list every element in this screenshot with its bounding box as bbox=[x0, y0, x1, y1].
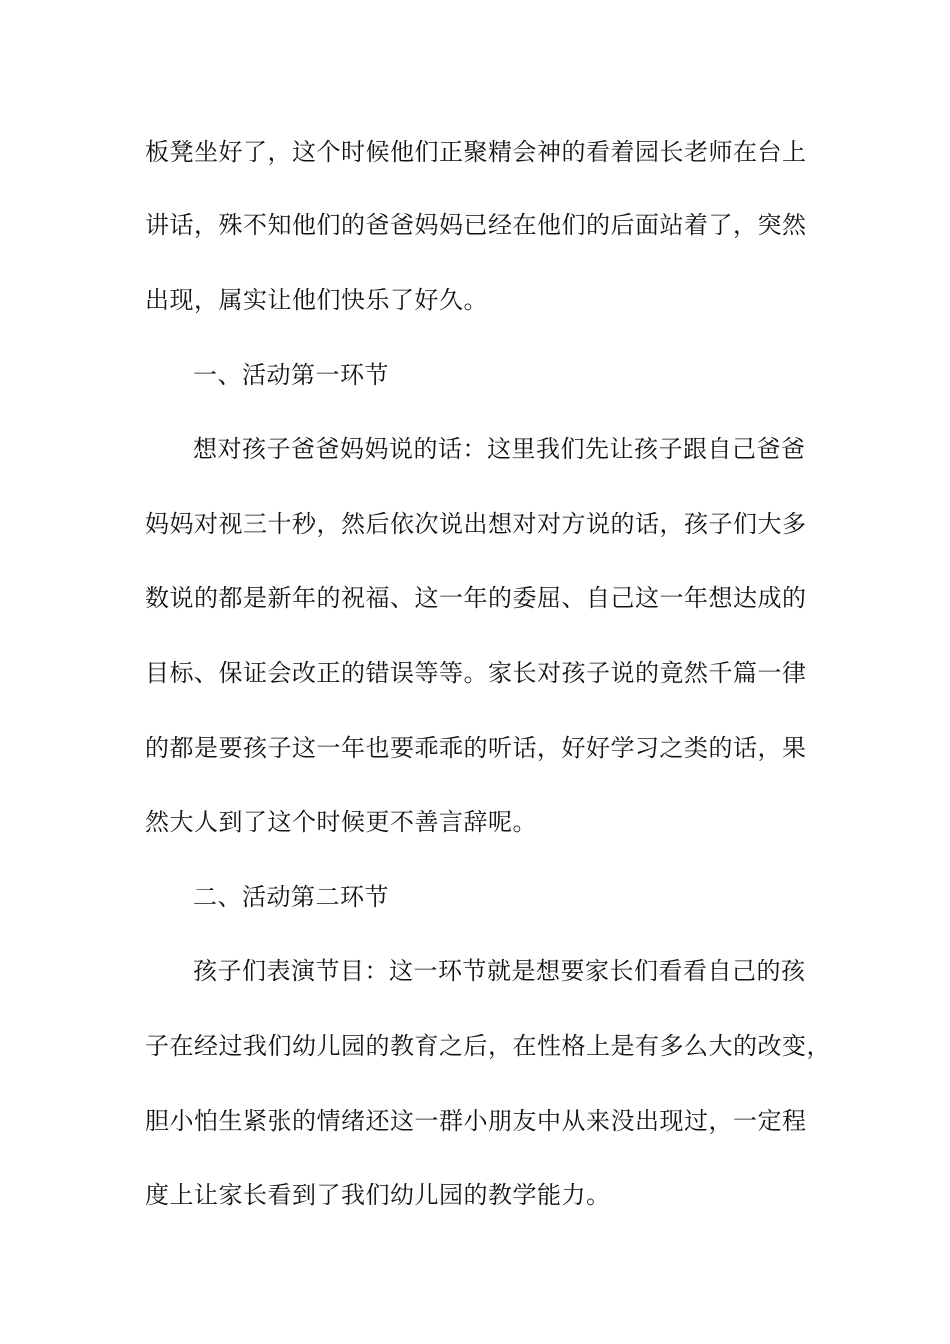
paragraph-line: 子在经过我们幼儿园的教育之后，在性格上是有多么大的改变， bbox=[145, 1032, 831, 1060]
paragraph-line: 板凳坐好了，这个时候他们正聚精会神的看着园长老师在台上 bbox=[145, 138, 807, 166]
paragraph-line: 孩子们表演节目：这一环节就是想要家长们看看自己的孩 bbox=[193, 957, 806, 985]
paragraph-line: 然大人到了这个时候更不善言辞呢。 bbox=[145, 808, 537, 836]
section-heading-2: 二、活动第二环节 bbox=[193, 883, 389, 911]
paragraph-line: 想对孩子爸爸妈妈说的话：这里我们先让孩子跟自己爸爸 bbox=[193, 435, 806, 463]
paragraph-line: 数说的都是新年的祝福、这一年的委屈、自己这一年想达成的 bbox=[145, 584, 807, 612]
paragraph-line: 讲话，殊不知他们的爸爸妈妈已经在他们的后面站着了，突然 bbox=[145, 211, 807, 239]
paragraph-line: 的都是要孩子这一年也要乖乖的听话，好好学习之类的话，果 bbox=[145, 734, 807, 762]
paragraph-line: 出现，属实让他们快乐了好久。 bbox=[145, 286, 488, 314]
paragraph-line: 目标、保证会改正的错误等等。家长对孩子说的竟然千篇一律 bbox=[145, 659, 807, 687]
paragraph-line: 度上让家长看到了我们幼儿园的教学能力。 bbox=[145, 1181, 611, 1209]
paragraph-line: 妈妈对视三十秒，然后依次说出想对对方说的话，孩子们大多 bbox=[145, 510, 807, 538]
section-heading-1: 一、活动第一环节 bbox=[193, 361, 389, 389]
paragraph-line: 胆小怕生紧张的情绪还这一群小朋友中从来没出现过，一定程 bbox=[145, 1107, 807, 1135]
